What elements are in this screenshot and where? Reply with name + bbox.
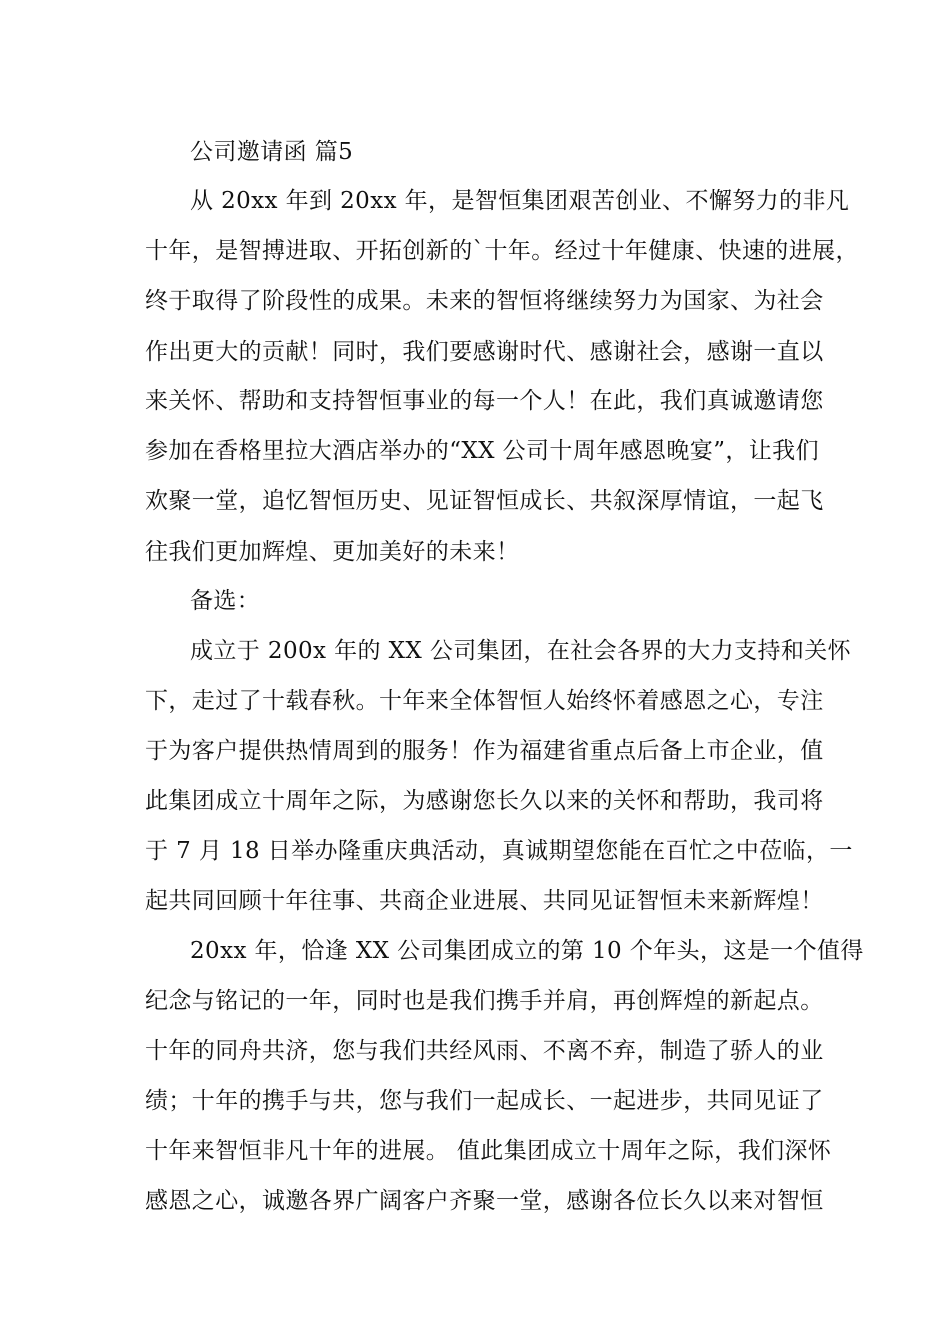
paragraph-3-line-1: 20xx 年，恰逢 XX 公司集团成立的第 10 个年头，这是一个值得 bbox=[190, 938, 864, 964]
paragraph-3-line-3: 十年的同舟共济，您与我们共经风雨、不离不弃，制造了骄人的业 bbox=[145, 1038, 824, 1064]
paragraph-2-line-4: 此集团成立十周年之际，为感谢您长久以来的关怀和帮助，我司将 bbox=[145, 788, 824, 814]
alternate-label: 备选： bbox=[190, 588, 261, 614]
document-title: 公司邀请函 篇5 bbox=[190, 139, 354, 165]
paragraph-1-line-6: 参加在香格里拉大酒店举办的“XX 公司十周年感恩晚宴”，让我们 bbox=[145, 438, 819, 464]
paragraph-2-line-1: 成立于 200x 年的 XX 公司集团，在社会各界的大力支持和关怀 bbox=[190, 638, 852, 664]
paragraph-2-line-6: 起共同回顾十年往事、共商企业进展、共同见证智恒未来新辉煌！ bbox=[145, 888, 824, 914]
paragraph-3-line-2: 纪念与铭记的一年，同时也是我们携手并肩，再创辉煌的新起点。 bbox=[145, 988, 824, 1014]
paragraph-2-line-3: 于为客户提供热情周到的服务！作为福建省重点后备上市企业，值 bbox=[145, 738, 824, 764]
paragraph-1-line-1: 从 20xx 年到 20xx 年，是智恒集团艰苦创业、不懈努力的非凡 bbox=[190, 188, 850, 214]
paragraph-1-line-7: 欢聚一堂，追忆智恒历史、见证智恒成长、共叙深厚情谊，一起飞 bbox=[145, 488, 824, 514]
paragraph-3-line-6: 感恩之心，诚邀各界广阔客户齐聚一堂，感谢各位长久以来对智恒 bbox=[145, 1188, 824, 1214]
paragraph-2-line-2: 下，走过了十载春秋。十年来全体智恒人始终怀着感恩之心，专注 bbox=[145, 688, 824, 714]
paragraph-1-line-3: 终于取得了阶段性的成果。未来的智恒将继续努力为国家、为社会 bbox=[145, 288, 824, 314]
paragraph-1-line-5: 来关怀、帮助和支持智恒事业的每一个人！在此，我们真诚邀请您 bbox=[145, 388, 824, 414]
paragraph-1-line-2: 十年，是智搏进取、开拓创新的`十年。经过十年健康、快速的进展， bbox=[145, 238, 859, 264]
paragraph-1-line-4: 作出更大的贡献！同时，我们要感谢时代、感谢社会，感谢一直以 bbox=[145, 339, 824, 365]
paragraph-2-line-5: 于 7 月 18 日举办隆重庆典活动，真诚期望您能在百忙之中莅临，一 bbox=[145, 838, 853, 864]
paragraph-3-line-5: 十年来智恒非凡十年的进展。 值此集团成立十周年之际，我们深怀 bbox=[145, 1138, 832, 1164]
paragraph-3-line-4: 绩；十年的携手与共，您与我们一起成长、一起进步，共同见证了 bbox=[145, 1088, 824, 1114]
paragraph-1-line-8: 往我们更加辉煌、更加美好的未来！ bbox=[145, 539, 520, 565]
